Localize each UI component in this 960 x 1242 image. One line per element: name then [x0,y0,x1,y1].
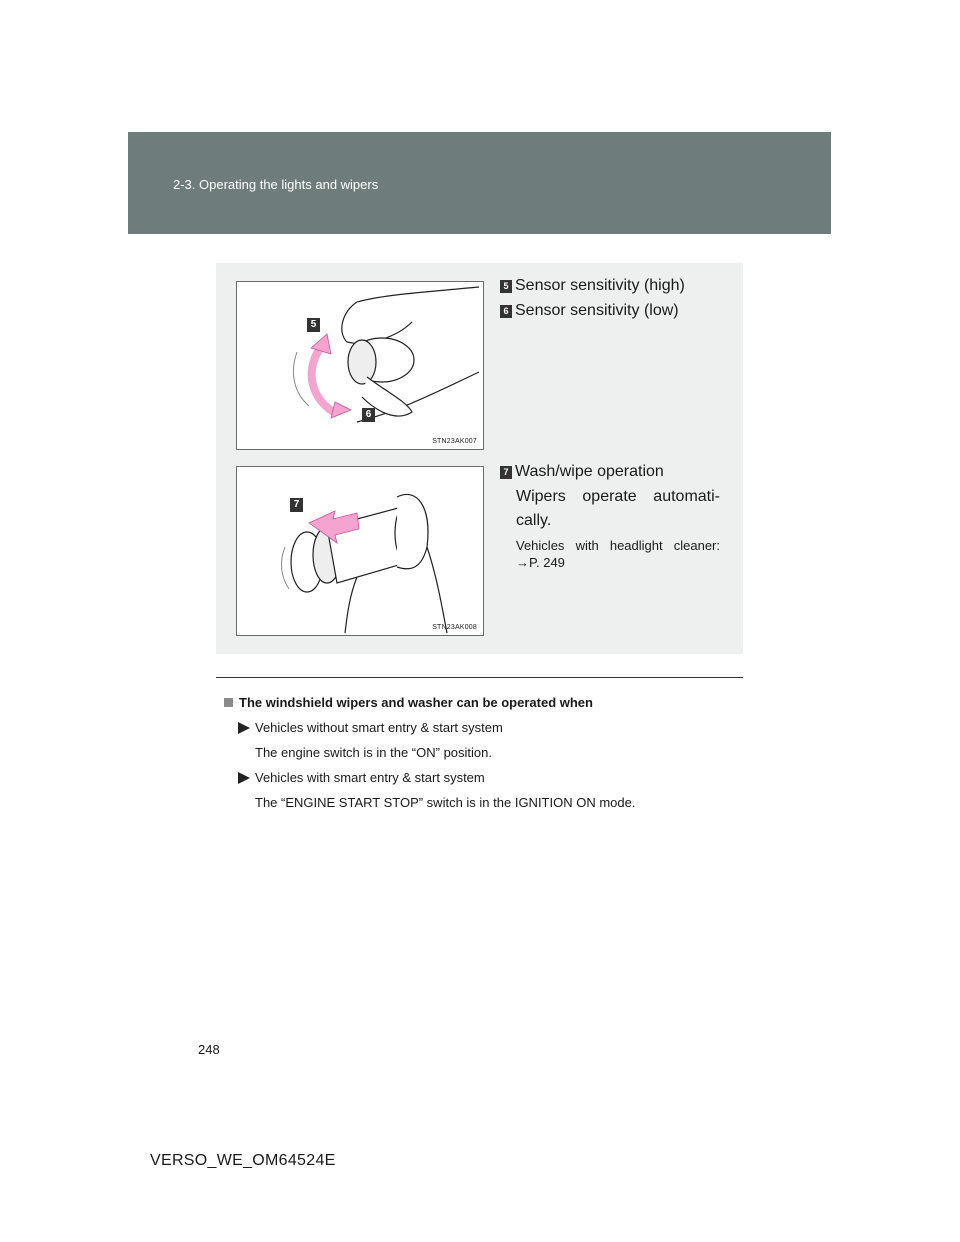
headlight-cleaner-note: Vehicles with headlight cleaner: →P. 249 [516,538,720,570]
section-title: 2-3. Operating the lights and wipers [173,177,379,192]
item-number-badge: 5 [500,280,512,293]
square-bullet-icon [224,698,233,707]
condition-detail: The engine switch is in the “ON” position. [255,745,492,760]
item-label: Sensor sensitivity (high) [515,277,685,294]
callout-7: 7 [290,498,303,512]
figure-wash-wipe [236,466,484,636]
callout-6: 6 [362,408,375,422]
condition-detail: The “ENGINE START STOP” switch is in the IGNITION ON mode. [255,795,636,810]
item-label: Wash/wipe operation [515,463,664,480]
item-sensitivity-high [500,277,685,295]
item-number-badge: 7 [500,466,512,479]
item-number-badge: 6 [500,305,512,318]
page-number: 248 [198,1042,220,1057]
figure-code: STN23AK007 [432,438,477,445]
triangle-bullet-icon [238,772,250,784]
wash-lever-illustration [237,467,483,635]
divider [216,677,743,678]
condition-bullet [238,770,485,785]
item-wash-wipe [500,463,664,481]
section-header [128,132,831,234]
condition-label: Vehicles without smart entry & start system [255,720,503,735]
note-heading [224,695,593,710]
condition-label: Vehicles with smart entry & start system [255,770,485,785]
document-id: VERSO_WE_OM64524E [150,1152,336,1169]
item-description-line: Wipers operate automati- [516,488,720,505]
figure-code: STN23AK008 [432,624,477,631]
item-sensitivity-low [500,302,679,320]
triangle-bullet-icon [238,722,250,734]
condition-bullet [238,720,503,735]
item-label: Sensor sensitivity (low) [515,302,679,319]
illustration-panel [216,263,743,654]
callout-5: 5 [307,318,320,332]
item-description-line: cally. [516,512,552,529]
figure-sensitivity [236,281,484,450]
wiper-lever-illustration [237,282,483,449]
note-heading-text: The windshield wipers and washer can be operated when [239,695,593,710]
